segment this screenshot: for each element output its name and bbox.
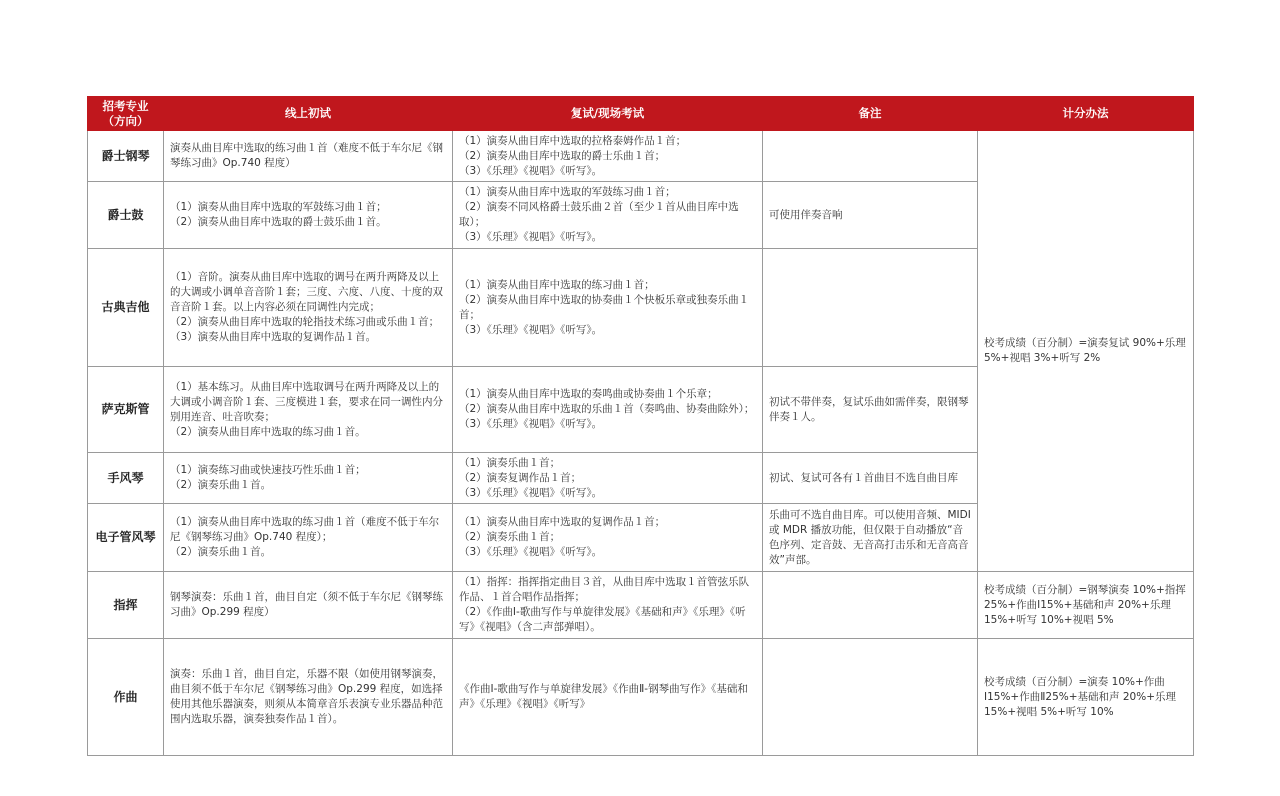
header-retest: 复试/现场考试 <box>453 97 763 131</box>
online-exam-cell: 演奏从曲目库中选取的练习曲１首（难度不低于车尔尼《钢琴练习曲》Op.740 程度） <box>164 131 453 182</box>
online-exam-cell: （1）演奏从曲目库中选取的练习曲１首（难度不低于车尔尼《钢琴练习曲》Op.740 程度）； （2）演奏乐曲１首。 <box>164 504 453 572</box>
notes-cell: 乐曲可不选自曲目库。可以使用音频、MIDI 或 MDR 播放功能，但仅限于自动播放“音色序列、定音鼓、无音高打击乐和无音高音效”声部。 <box>763 504 978 572</box>
retest-cell: （1）演奏从曲目库中选取的军鼓练习曲１首； （2）演奏不同风格爵士鼓乐曲２首（至少１首从曲目库中选取）； （3）《乐理》《视唱》《听写》。 <box>453 182 763 249</box>
notes-cell: 初试不带伴奏，复试乐曲如需伴奏，限钢琴伴奏１人。 <box>763 367 978 453</box>
major-cell: 爵士钢琴 <box>88 131 164 182</box>
shared-scoring-cell: 校考成绩（百分制）=演奏复试 90%+乐理 5%+视唱 3%+听写 2% <box>978 131 1194 572</box>
online-exam-cell: （1）演奏练习曲或快速技巧性乐曲１首； （2）演奏乐曲１首。 <box>164 453 453 504</box>
major-cell: 手风琴 <box>88 453 164 504</box>
notes-cell <box>763 572 978 639</box>
table-row <box>88 572 1194 639</box>
major-cell: 爵士鼓 <box>88 182 164 249</box>
retest-cell: （1）演奏从曲目库中选取的奏鸣曲或协奏曲１个乐章； （2）演奏从曲目库中选取的乐曲１首（奏鸣曲、协奏曲除外）； （3）《乐理》《视唱》《听写》。 <box>453 367 763 453</box>
notes-cell: 可使用伴奏音响 <box>763 182 978 249</box>
header-notes: 备注 <box>763 97 978 131</box>
retest-cell: （1）演奏从曲目库中选取的复调作品１首； （2）演奏乐曲１首； （3）《乐理》《视唱》《听写》。 <box>453 504 763 572</box>
major-cell: 指挥 <box>88 572 164 639</box>
major-cell: 萨克斯管 <box>88 367 164 453</box>
online-exam-cell: （1）基本练习。从曲目库中选取调号在两升两降及以上的大调或小调音阶１套、三度模进１套，要求在同一调性内分别用连音、吐音吹奏； （2）演奏从曲目库中选取的练习曲１首。 <box>164 367 453 453</box>
major-cell: 古典吉他 <box>88 249 164 367</box>
retest-cell: （1）演奏从曲目库中选取的拉格泰姆作品１首； （2）演奏从曲目库中选取的爵士乐曲１首； （3）《乐理》《视唱》《听写》。 <box>453 131 763 182</box>
scoring-cell: 校考成绩（百分制）=钢琴演奏 10%+指挥 25%+作曲Ⅰ15%+基础和声 20%+乐理 15%+听写 10%+视唱 5% <box>978 572 1194 639</box>
retest-cell: （1）演奏从曲目库中选取的练习曲１首； （2）演奏从曲目库中选取的协奏曲１个快板乐章或独奏乐曲１首； （3）《乐理》《视唱》《听写》。 <box>453 249 763 367</box>
scoring-cell: 校考成绩（百分制）=演奏 10%+作曲Ⅰ15%+作曲Ⅱ25%+基础和声 20%+乐理 15%+视唱 5%+听写 10% <box>978 639 1194 756</box>
retest-cell: （1）指挥：指挥指定曲目３首，从曲目库中选取１首管弦乐队作品、１首合唱作品指挥； （2）《作曲Ⅰ-歌曲写作与单旋律发展》《基础和声》《乐理》《听写》《视唱》（含二声部弹唱）。 <box>453 572 763 639</box>
table-row <box>88 639 1194 756</box>
notes-cell <box>763 249 978 367</box>
online-exam-cell: 演奏：乐曲１首，曲目自定，乐器不限（如使用钢琴演奏，曲目须不低于车尔尼《钢琴练习曲》Op.299 程度，如选择使用其他乐器演奏，则须从本简章音乐表演专业乐器品种范围内选取乐器，演奏独奏作品１首）。 <box>164 639 453 756</box>
major-cell: 作曲 <box>88 639 164 756</box>
header-online-exam: 线上初试 <box>164 97 453 131</box>
major-cell: 电子管风琴 <box>88 504 164 572</box>
online-exam-cell: 钢琴演奏：乐曲１首，曲目自定（须不低于车尔尼《钢琴练习曲》Op.299 程度） <box>164 572 453 639</box>
online-exam-cell: （1）演奏从曲目库中选取的军鼓练习曲１首； （2）演奏从曲目库中选取的爵士鼓乐曲１首。 <box>164 182 453 249</box>
admission-requirements-table <box>87 96 1194 756</box>
notes-cell: 初试、复试可各有１首曲目不选自曲目库 <box>763 453 978 504</box>
notes-cell <box>763 639 978 756</box>
table-header-row <box>88 97 1194 131</box>
notes-cell <box>763 131 978 182</box>
header-scoring: 计分办法 <box>978 97 1194 131</box>
online-exam-cell: （1）音阶。演奏从曲目库中选取的调号在两升两降及以上的大调或小调单音音阶１套；三度、六度、八度、十度的双音音阶１套。以上内容必须在同调性内完成； （2）演奏从曲目库中选取的轮指技术练习曲或乐曲１首； （3）演奏从曲目库中选取的复调作品１首。 <box>164 249 453 367</box>
table-row <box>88 131 1194 182</box>
retest-cell: （1）演奏乐曲１首； （2）演奏复调作品１首； （3）《乐理》《视唱》《听写》。 <box>453 453 763 504</box>
retest-cell: 《作曲Ⅰ-歌曲写作与单旋律发展》《作曲Ⅱ-钢琴曲写作》《基础和声》《乐理》《视唱》《听写》 <box>453 639 763 756</box>
header-major: 招考专业 （方向） <box>88 97 164 131</box>
